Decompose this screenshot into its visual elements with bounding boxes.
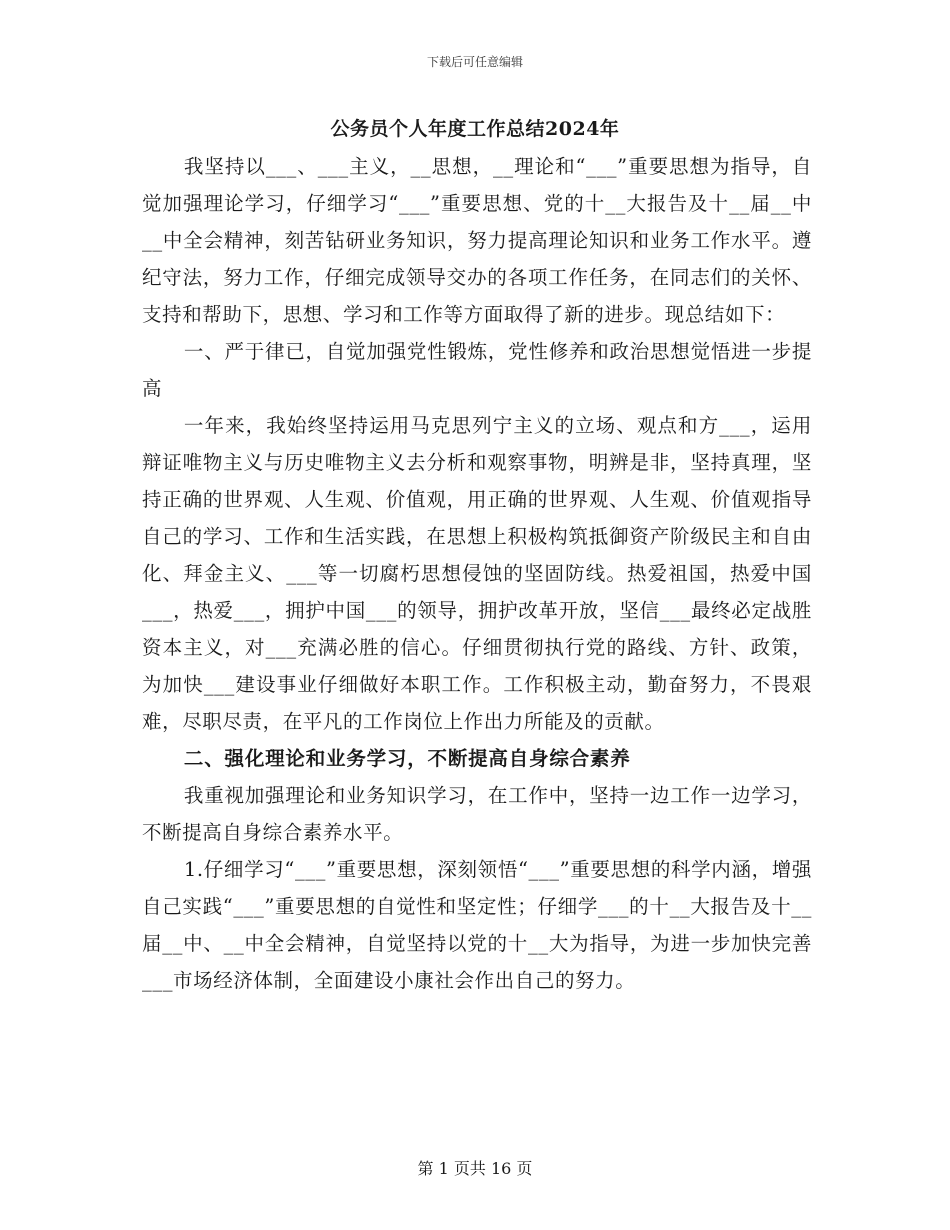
document-body bbox=[142, 148, 812, 999]
section-2-intro-paragraph: 我重视加强理论和业务知识学习，在工作中，坚持一边工作一边学习，不断提高自身综合素养水平。 bbox=[142, 784, 812, 844]
section-1-paragraph: 一年来，我始终坚持运用马克思列宁主义的立场、观点和方___，运用辩证唯物主义与历史唯物主义去分析和观察事物，明辨是非，坚持真理，坚持正确的世界观、人生观、价值观，用正确的世界观、人生观、价值观指导自己的学习、工作和生活实践，在思想上积极构筑抵御资产阶级民主和自由化、拜金主义、___等一切腐朽思想侵蚀的坚固防线。热爱祖国，热爱中国___，热爱___，拥护中国___的领导，拥护改革开放，坚信___最终必定战胜资本主义，对___充满必胜的信心。仔细贯彻执行党的路线、方针、政策，为加快___建设事业仔细做好本职工作。工作积极主动，勤奋努力，不畏艰难，尽职尽责，在平凡的工作岗位上作出力所能及的贡献。 bbox=[142, 414, 812, 733]
section-2-heading: 二、强化理论和业务学习，不断提高自身综合素养 bbox=[183, 747, 631, 770]
document-title: 公务员个人年度工作总结2024年 bbox=[330, 118, 620, 140]
section-2-item-1-paragraph: 1.仔细学习“___”重要思想，深刻领悟“___”重要思想的科学内涵，增强自己实践“___”重要思想的自觉性和坚定性；仔细学___的十__大报告及十__届__中、__中全会精神，自觉坚持以党的十__大为指导，为进一步加快完善___市场经济体制，全面建设小康社会作出自己的努力。 bbox=[142, 858, 812, 992]
page-footer: 第 1 页共 16 页 bbox=[417, 1159, 533, 1178]
intro-paragraph: 我坚持以___、___主义，__思想，__理论和“___”重要思想为指导，自觉加强理论学习，仔细学习“___”重要思想、党的十__大报告及十__届__中__中全会精神，刻苦钻研业务知识，努力提高理论知识和业务工作水平。遵纪守法，努力工作，仔细完成领导交办的各项工作任务，在同志们的关怀、支持和帮助下，思想、学习和工作等方面取得了新的进步。现总结如下： bbox=[142, 155, 812, 326]
header-note: 下载后可任意编辑 bbox=[426, 55, 523, 69]
section-1-heading: 一、严于律已，自觉加强党性锻炼，党性修养和政治思想觉悟进一步提高 bbox=[142, 340, 812, 400]
